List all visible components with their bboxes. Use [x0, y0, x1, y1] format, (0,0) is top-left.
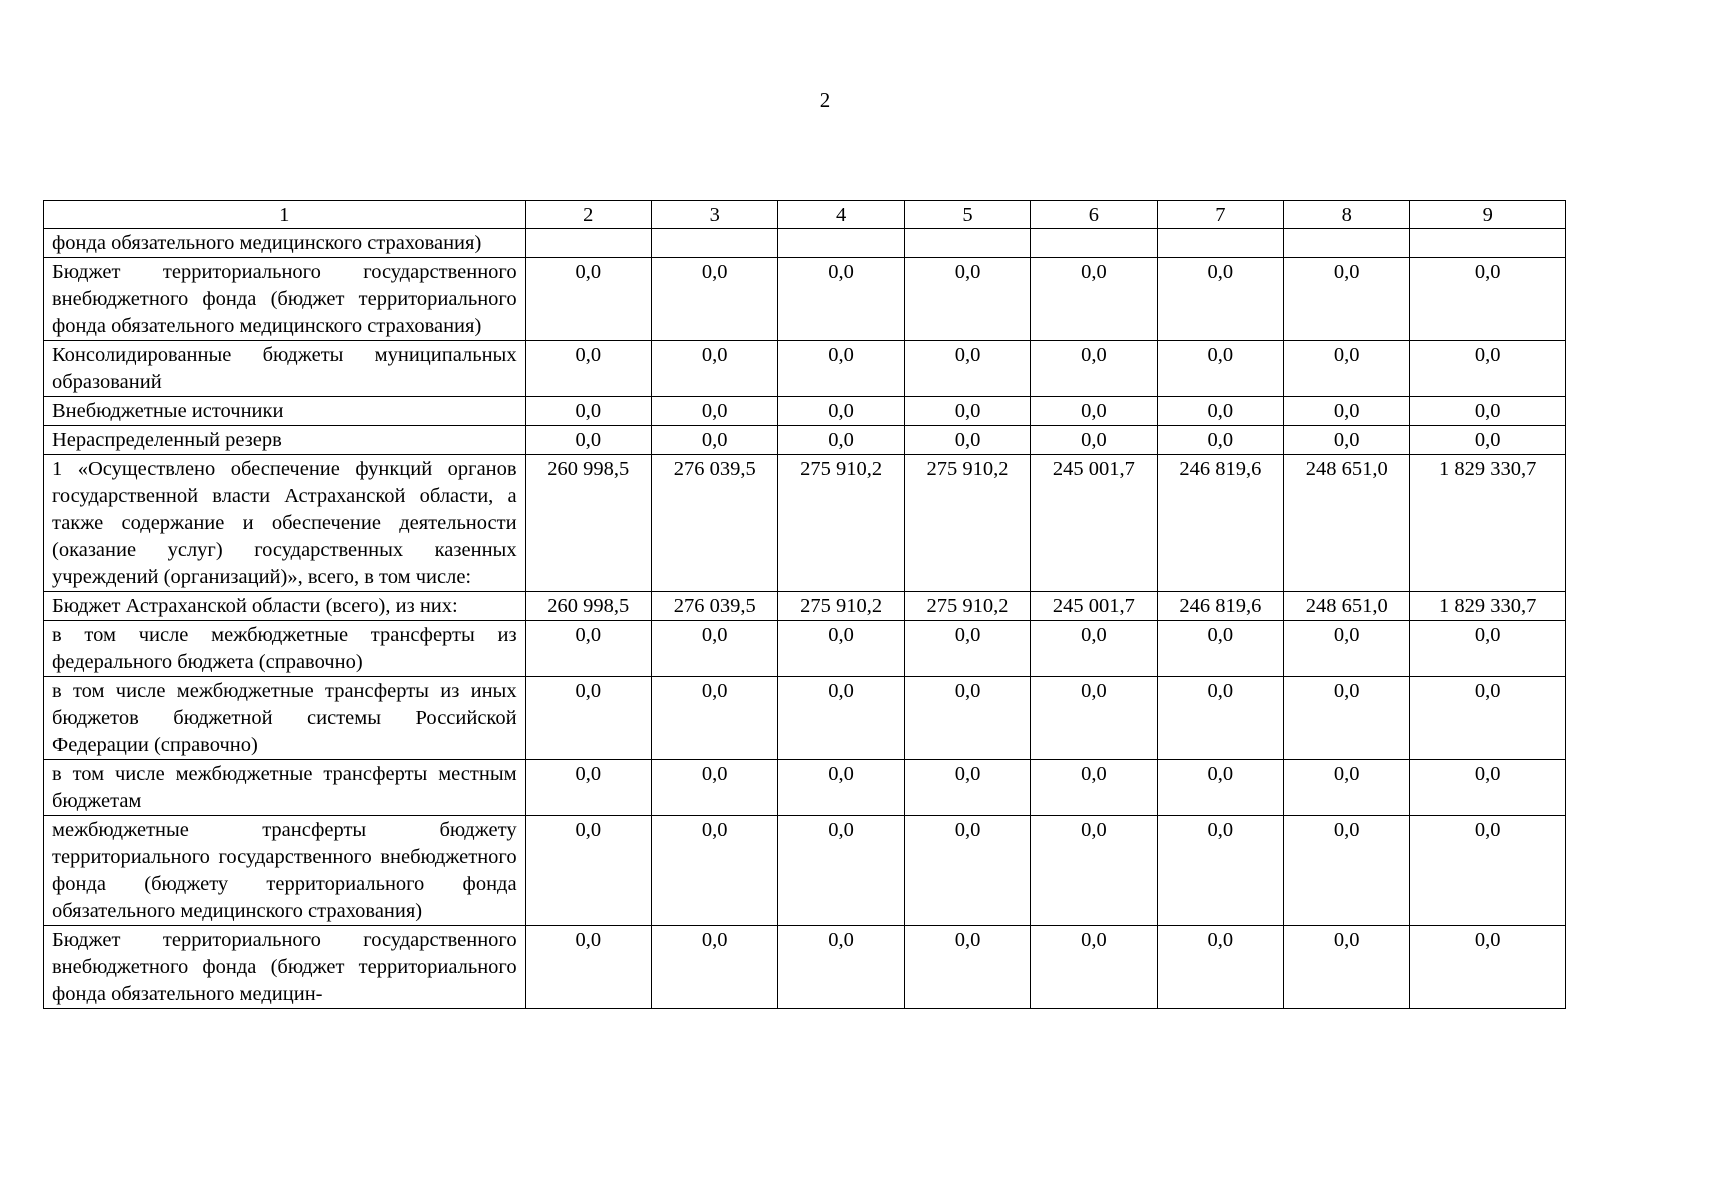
table-row	[44, 426, 1566, 455]
row-label: Консолидированные бюджеты муниципальных образований	[44, 341, 526, 397]
budget-table	[43, 200, 1566, 1009]
value-cell: 0,0	[1157, 341, 1283, 397]
value-cell: 0,0	[651, 397, 777, 426]
value-cell: 260 998,5	[525, 592, 651, 621]
value-cell: 248 651,0	[1284, 455, 1410, 592]
value-cell: 260 998,5	[525, 455, 651, 592]
value-cell: 0,0	[1410, 426, 1566, 455]
column-header: 1	[44, 201, 526, 229]
value-cell: 0,0	[1284, 677, 1410, 760]
value-cell: 246 819,6	[1157, 455, 1283, 592]
value-cell: 0,0	[778, 258, 904, 341]
table-row	[44, 341, 1566, 397]
table-row	[44, 397, 1566, 426]
value-cell: 0,0	[1031, 258, 1157, 341]
value-cell: 0,0	[1284, 816, 1410, 926]
value-cell: 245 001,7	[1031, 455, 1157, 592]
column-header: 3	[651, 201, 777, 229]
value-cell: 0,0	[904, 258, 1030, 341]
row-label: в том числе межбюджетные трансферты местным бюджетам	[44, 760, 526, 816]
value-cell: 0,0	[651, 816, 777, 926]
value-cell	[651, 229, 777, 258]
value-cell: 0,0	[525, 621, 651, 677]
value-cell: 0,0	[778, 926, 904, 1009]
row-label: Нераспределенный резерв	[44, 426, 526, 455]
table-row	[44, 621, 1566, 677]
table-row	[44, 926, 1566, 1009]
value-cell: 0,0	[1284, 621, 1410, 677]
column-header: 5	[904, 201, 1030, 229]
column-number-row	[44, 201, 1566, 229]
value-cell: 0,0	[1031, 621, 1157, 677]
value-cell	[1410, 229, 1566, 258]
row-label: фонда обязательного медицинского страхования)	[44, 229, 526, 258]
value-cell: 0,0	[904, 760, 1030, 816]
value-cell: 1 829 330,7	[1410, 455, 1566, 592]
table-row	[44, 229, 1566, 258]
table-row	[44, 760, 1566, 816]
value-cell: 245 001,7	[1031, 592, 1157, 621]
value-cell: 0,0	[1284, 258, 1410, 341]
value-cell: 246 819,6	[1157, 592, 1283, 621]
row-label: в том числе межбюджетные трансферты из федерального бюджета (справочно)	[44, 621, 526, 677]
value-cell: 0,0	[651, 341, 777, 397]
value-cell: 0,0	[525, 926, 651, 1009]
value-cell: 0,0	[1410, 341, 1566, 397]
column-header: 2	[525, 201, 651, 229]
value-cell	[1031, 229, 1157, 258]
value-cell: 0,0	[1410, 677, 1566, 760]
value-cell: 0,0	[1410, 760, 1566, 816]
value-cell: 0,0	[1157, 816, 1283, 926]
value-cell: 0,0	[1157, 760, 1283, 816]
row-label: Бюджет Астраханской области (всего), из них:	[44, 592, 526, 621]
value-cell: 0,0	[525, 397, 651, 426]
column-header: 8	[1284, 201, 1410, 229]
value-cell: 0,0	[651, 677, 777, 760]
value-cell: 0,0	[1410, 621, 1566, 677]
value-cell: 0,0	[1031, 426, 1157, 455]
value-cell: 0,0	[525, 816, 651, 926]
row-label: Бюджет территориального государственного внебюджетного фонда (бюджет территориального фонда обязательного медицинского страхования)	[44, 258, 526, 341]
value-cell: 0,0	[778, 760, 904, 816]
value-cell: 0,0	[1410, 397, 1566, 426]
value-cell: 0,0	[904, 341, 1030, 397]
table-row	[44, 816, 1566, 926]
value-cell: 0,0	[1157, 621, 1283, 677]
value-cell: 276 039,5	[651, 455, 777, 592]
row-label: межбюджетные трансферты бюджету территориального государственного внебюджетного фонда (бюджету территориального фонда обязательного медицинского страхования)	[44, 816, 526, 926]
value-cell: 0,0	[651, 621, 777, 677]
value-cell: 0,0	[1284, 926, 1410, 1009]
value-cell: 0,0	[778, 621, 904, 677]
value-cell: 0,0	[904, 621, 1030, 677]
value-cell: 0,0	[1031, 677, 1157, 760]
value-cell: 0,0	[904, 426, 1030, 455]
value-cell: 0,0	[904, 816, 1030, 926]
table-row	[44, 677, 1566, 760]
value-cell: 0,0	[1284, 397, 1410, 426]
table-row	[44, 258, 1566, 341]
value-cell: 0,0	[1031, 760, 1157, 816]
value-cell	[525, 229, 651, 258]
value-cell: 0,0	[651, 760, 777, 816]
row-label: Бюджет территориального государственного внебюджетного фонда (бюджет территориального фонда обязательного медицин-	[44, 926, 526, 1009]
table-body	[44, 229, 1566, 1009]
value-cell: 0,0	[1284, 426, 1410, 455]
value-cell: 0,0	[778, 816, 904, 926]
value-cell: 0,0	[904, 926, 1030, 1009]
value-cell: 0,0	[778, 341, 904, 397]
value-cell	[1157, 229, 1283, 258]
value-cell: 0,0	[778, 677, 904, 760]
value-cell: 0,0	[1284, 341, 1410, 397]
value-cell: 0,0	[651, 258, 777, 341]
value-cell: 0,0	[1157, 926, 1283, 1009]
value-cell	[904, 229, 1030, 258]
value-cell: 0,0	[1157, 426, 1283, 455]
value-cell: 0,0	[1410, 816, 1566, 926]
table-row	[44, 592, 1566, 621]
value-cell: 0,0	[651, 926, 777, 1009]
value-cell: 0,0	[525, 258, 651, 341]
value-cell: 0,0	[778, 397, 904, 426]
value-cell: 275 910,2	[778, 455, 904, 592]
value-cell: 0,0	[525, 426, 651, 455]
value-cell: 0,0	[1031, 816, 1157, 926]
value-cell	[1284, 229, 1410, 258]
page-number: 2	[819, 88, 831, 112]
row-label: Внебюджетные источники	[44, 397, 526, 426]
value-cell: 0,0	[778, 426, 904, 455]
value-cell: 0,0	[525, 677, 651, 760]
value-cell: 0,0	[1284, 760, 1410, 816]
value-cell: 248 651,0	[1284, 592, 1410, 621]
column-header: 7	[1157, 201, 1283, 229]
value-cell: 0,0	[1031, 397, 1157, 426]
value-cell	[778, 229, 904, 258]
value-cell: 0,0	[1410, 926, 1566, 1009]
value-cell: 0,0	[1031, 341, 1157, 397]
column-header: 4	[778, 201, 904, 229]
value-cell: 0,0	[651, 426, 777, 455]
value-cell: 0,0	[1157, 677, 1283, 760]
row-label: 1 «Осуществлено обеспечение функций органов государственной власти Астраханской области, а также содержание и обеспечение деятельности (оказание услуг) государственных казенных учреждений (организаций)», всего, в том числе:	[44, 455, 526, 592]
row-label: в том числе межбюджетные трансферты из иных бюджетов бюджетной системы Российской Федерации (справочно)	[44, 677, 526, 760]
value-cell: 276 039,5	[651, 592, 777, 621]
value-cell: 1 829 330,7	[1410, 592, 1566, 621]
column-header: 9	[1410, 201, 1566, 229]
value-cell: 0,0	[1157, 397, 1283, 426]
value-cell: 0,0	[525, 760, 651, 816]
value-cell: 0,0	[904, 677, 1030, 760]
table-row	[44, 455, 1566, 592]
value-cell: 275 910,2	[778, 592, 904, 621]
value-cell: 0,0	[1410, 258, 1566, 341]
value-cell: 0,0	[1031, 926, 1157, 1009]
column-header: 6	[1031, 201, 1157, 229]
value-cell: 0,0	[525, 341, 651, 397]
value-cell: 275 910,2	[904, 455, 1030, 592]
value-cell: 275 910,2	[904, 592, 1030, 621]
value-cell: 0,0	[1157, 258, 1283, 341]
value-cell: 0,0	[904, 397, 1030, 426]
